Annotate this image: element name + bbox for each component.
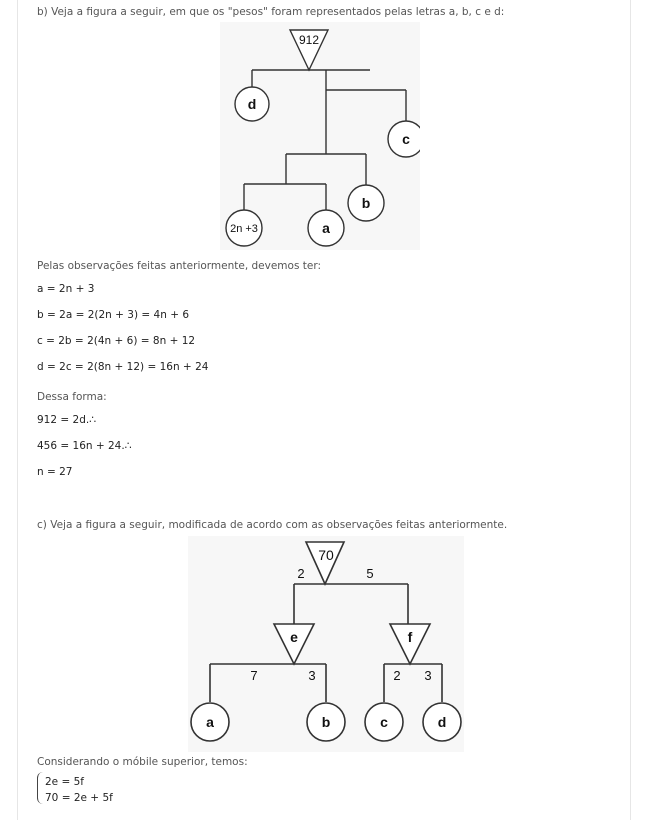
system-brace bbox=[37, 772, 44, 804]
equation-b: b = 2a = 2(2n + 3) = 4n + 6 bbox=[37, 309, 190, 321]
leaf-label-a: a bbox=[206, 714, 214, 730]
label-c: c bbox=[402, 131, 410, 147]
part-c-note: Considerando o móbile superior, temos: bbox=[37, 756, 248, 768]
solution-line-3: n = 27 bbox=[37, 466, 73, 478]
label-e: e bbox=[290, 629, 298, 645]
label-d: d bbox=[247, 96, 257, 112]
part-c-intro: c) Veja a figura a seguir, modificada de acordo com as observações feitas anteriormente. bbox=[37, 519, 508, 531]
label-b: b bbox=[361, 195, 371, 211]
arm-label-3-left: 3 bbox=[308, 668, 316, 683]
label-a: a bbox=[322, 220, 330, 236]
arm-label-3-right: 3 bbox=[424, 668, 432, 683]
solution-line-2: 456 = 16n + 24.∴ bbox=[37, 440, 132, 452]
arm-label-5-top: 5 bbox=[366, 566, 374, 581]
mobile-figure-2 bbox=[188, 536, 464, 752]
equation-a: a = 2n + 3 bbox=[37, 283, 95, 295]
arm-label-2-right: 2 bbox=[393, 668, 401, 683]
leaf-label-b: b bbox=[321, 714, 331, 730]
equation-d: d = 2c = 2(8n + 12) = 16n + 24 bbox=[37, 361, 209, 373]
arm-label-2-top: 2 bbox=[297, 566, 305, 581]
mobile-figure-1 bbox=[220, 22, 420, 250]
label-2n3: 2n +3 bbox=[230, 223, 258, 235]
top-weight-70: 70 bbox=[318, 547, 334, 563]
part-b-note: Pelas observações feitas anteriormente, devemos ter: bbox=[37, 260, 322, 272]
label-f: f bbox=[407, 629, 413, 645]
part-b-intro: b) Veja a figura a seguir, em que os "pesos" foram representados pelas letras a, b, c e d: bbox=[37, 6, 505, 18]
equation-c: c = 2b = 2(4n + 6) = 8n + 12 bbox=[37, 335, 196, 347]
solution-line-1: 912 = 2d.∴ bbox=[37, 414, 96, 426]
top-weight-label: 912 bbox=[298, 33, 320, 47]
system-equation-1: 2e = 5f bbox=[45, 776, 84, 788]
leaf-label-c: c bbox=[380, 714, 388, 730]
system-equation-2: 70 = 2e + 5f bbox=[45, 792, 113, 804]
leaf-label-d: d bbox=[437, 714, 447, 730]
arm-label-7: 7 bbox=[250, 668, 258, 683]
dessa-forma: Dessa forma: bbox=[37, 391, 107, 403]
